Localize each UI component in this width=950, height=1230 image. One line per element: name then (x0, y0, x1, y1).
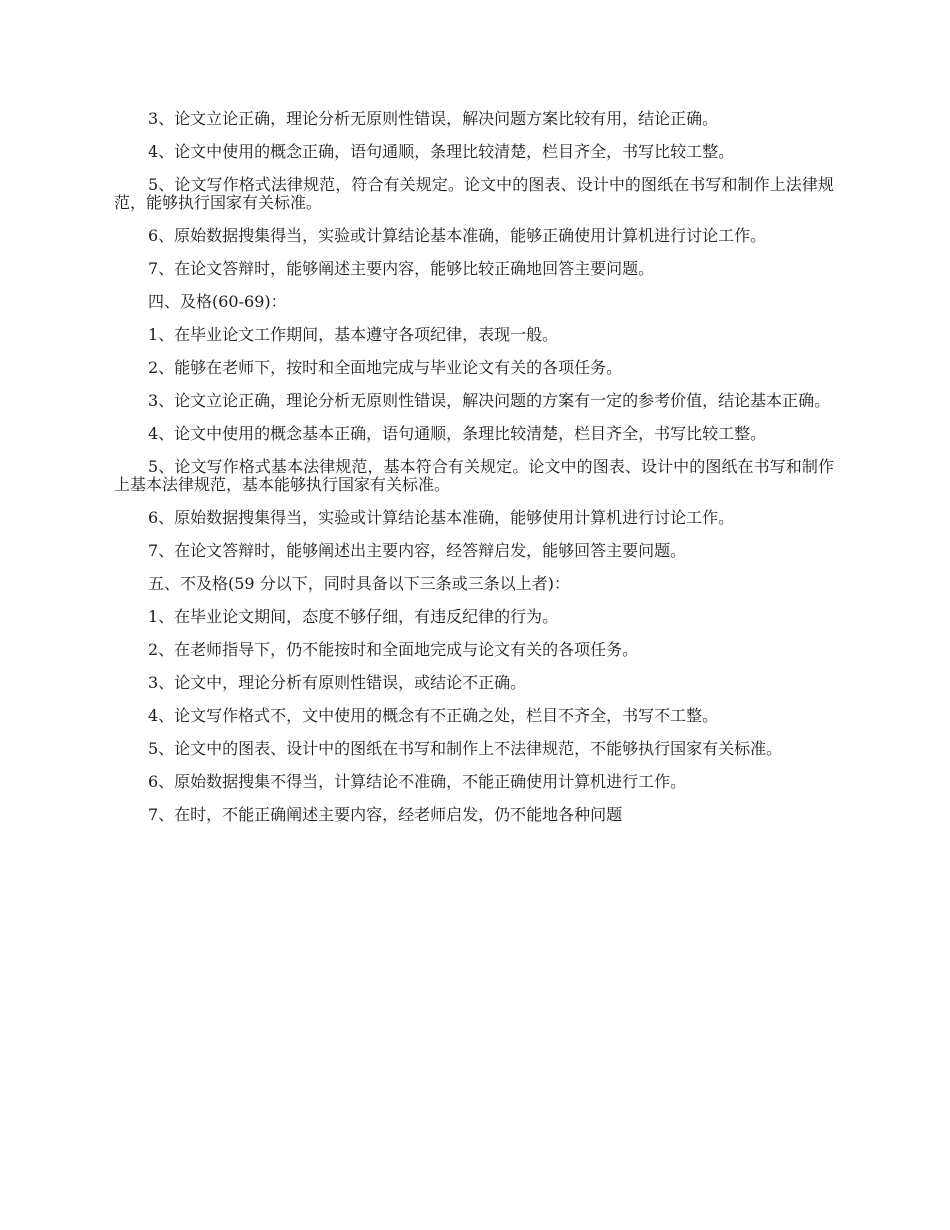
paragraph-item: 3、论文立论正确，理论分析无原则性错误，解决问题的方案有一定的参考价值，结论基本正确。 (148, 391, 831, 410)
paragraph-item: 4、论文写作格式不，文中使用的概念有不正确之处，栏目不齐全，书写不工整。 (148, 706, 719, 725)
document-body (114, 110, 834, 839)
section-heading-fail: 五、不及格(59 分以下，同时具备以下三条或三条以上者)： (148, 574, 570, 593)
paragraph-item: 1、在毕业论文工作期间，基本遵守各项纪律，表现一般。 (148, 325, 559, 344)
paragraph-item: 3、论文立论正确，理论分析无原则性错误，解决问题方案比较有用，结论正确。 (148, 109, 719, 128)
section-heading-pass: 四、及格(60-69)： (148, 292, 287, 311)
paragraph-item: 3、论文中，理论分析有原则性错误，或结论不正确。 (148, 673, 527, 692)
paragraph-item: 4、论文中使用的概念正确，语句通顺，条理比较清楚，栏目齐全，书写比较工整。 (148, 142, 735, 161)
paragraph-item: 6、原始数据搜集得当，实验或计算结论基本准确，能够使用计算机进行讨论工作。 (148, 508, 735, 527)
paragraph-item: 7、在论文答辩时，能够阐述出主要内容，经答辩启发，能够回答主要问题。 (148, 541, 687, 560)
paragraph-item: 1、在毕业论文期间，态度不够仔细，有违反纪律的行为。 (148, 607, 559, 626)
paragraph-item: 2、在老师指导下，仍不能按时和全面地完成与论文有关的各项任务。 (148, 640, 639, 659)
paragraph-item: 7、在时，不能正确阐述主要内容，经老师启发，仍不能地各种问题 (148, 805, 623, 824)
paragraph-item: 2、能够在老师下，按时和全面地完成与毕业论文有关的各项任务。 (148, 358, 623, 377)
paragraph-item: 5、论文写作格式基本法律规范，基本符合有关规定。论文中的图表、设计中的图纸在书写和制作上基本法律规范，基本能够执行国家有关标准。 (114, 457, 834, 494)
paragraph-item: 5、论文中的图表、设计中的图纸在书写和制作上不法律规范，不能够执行国家有关标准。 (148, 739, 783, 758)
paragraph-item: 6、原始数据搜集得当，实验或计算结论基本准确，能够正确使用计算机进行讨论工作。 (148, 226, 767, 245)
paragraph-item: 7、在论文答辩时，能够阐述主要内容，能够比较正确地回答主要问题。 (148, 259, 655, 278)
paragraph-item: 5、论文写作格式法律规范，符合有关规定。论文中的图表、设计中的图纸在书写和制作上法律规范，能够执行国家有关标准。 (114, 175, 834, 212)
paragraph-item: 4、论文中使用的概念基本正确，语句通顺，条理比较清楚，栏目齐全，书写比较工整。 (148, 424, 767, 443)
paragraph-item: 6、原始数据搜集不得当，计算结论不准确，不能正确使用计算机进行工作。 (148, 772, 687, 791)
